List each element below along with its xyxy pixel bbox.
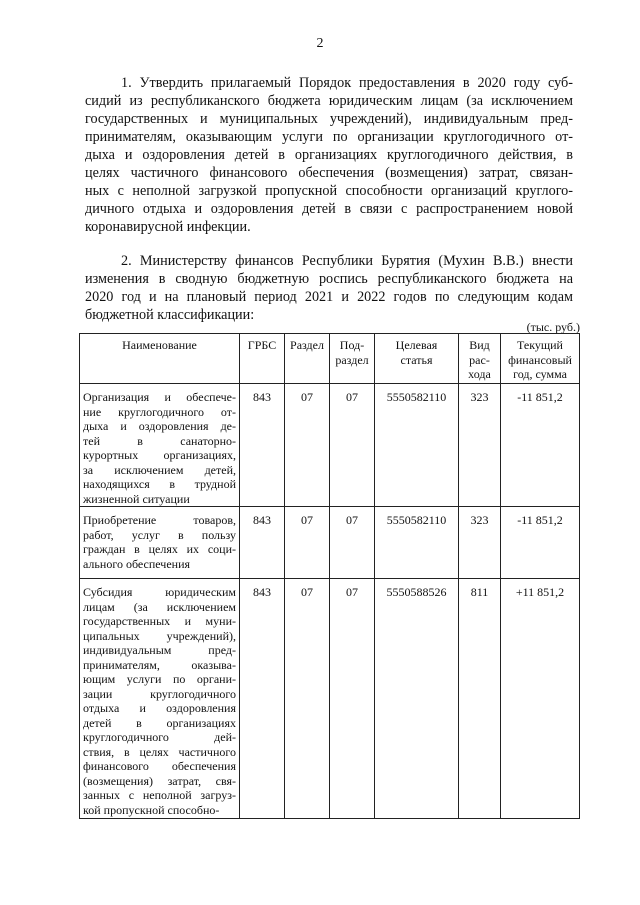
header-subsection: Под- раздел <box>330 334 375 384</box>
cell-section: 07 <box>285 507 330 579</box>
cell-amount: -11 851,2 <box>501 507 580 579</box>
cell-amount: -11 851,2 <box>501 384 580 507</box>
paragraph-line: 2020 год и на плановый период 2021 и 2022 годов по следующим кодам <box>85 289 573 305</box>
paragraph-line: дичного отдыха и оздоровления детей в связи с распространением новой <box>85 201 573 217</box>
budget-classification-table <box>79 333 580 819</box>
cell-type: 323 <box>459 384 501 507</box>
table-row <box>80 384 580 507</box>
cell-type: 811 <box>459 579 501 819</box>
paragraph-line: 1. Утвердить прилагаемый Порядок предоставления в 2020 году суб- <box>121 75 573 91</box>
table-row <box>80 579 580 819</box>
table-row <box>80 507 580 579</box>
cell-grbs: 843 <box>240 507 285 579</box>
cell-section: 07 <box>285 384 330 507</box>
cell-name: Субсидия юридическим лицам (за исключением государственных и муни- ципальных учреждений), индивидуальным пред- принимателям, оказыва- ющим услуги по органи- зации круглогодичного отдыха и оздоровления детей в организациях круглогодичного дей- ствия, в целях частичного финансового обеспечения (возмещения) затрат, свя- занных с неполной загруз- кой пропускной способно- <box>80 579 240 819</box>
cell-section: 07 <box>285 579 330 819</box>
paragraph-line: коронавирусной инфекции. <box>85 219 251 235</box>
cell-name: Организация и обеспече- ние круглогодичного от- дыха и оздоровления де- тей в санаторно- курортных организациях, за исключением детей, находящихся в трудной жизненной ситуации <box>80 384 240 507</box>
cell-grbs: 843 <box>240 384 285 507</box>
paragraph-line: принимателям, оказывающим услуги по организации круглогодичного от- <box>85 129 573 145</box>
cell-amount: +11 851,2 <box>501 579 580 819</box>
cell-target: 5550588526 <box>375 579 459 819</box>
cell-name: Приобретение товаров, работ, услуг в пользу граждан в целях их соци- ального обеспечения <box>80 507 240 579</box>
paragraph-line: сидий из республиканского бюджета юридическим лицам (за исключением <box>85 93 573 109</box>
page-number: 2 <box>316 36 324 51</box>
cell-subsection: 07 <box>330 384 375 507</box>
table-header-row <box>80 334 580 384</box>
header-target: Целевая статья <box>375 334 459 384</box>
paragraph-line: изменения в сводную бюджетную роспись республиканского бюджета на <box>85 271 573 287</box>
cell-target: 5550582110 <box>375 507 459 579</box>
header-grbs: ГРБС <box>240 334 285 384</box>
paragraph-line: бюджетной классификации: <box>85 307 255 323</box>
cell-target: 5550582110 <box>375 384 459 507</box>
paragraph-ministry-finance <box>85 252 573 324</box>
units-label: (тыс. руб.) <box>526 320 580 334</box>
cell-subsection: 07 <box>330 507 375 579</box>
paragraph-line: ных с неполной загрузкой пропускной способности организаций круглого- <box>85 183 573 199</box>
paragraph-approve-procedure <box>85 74 573 236</box>
paragraph-line: целях частичного финансового обеспечения (возмещения) затрат, связан- <box>85 165 573 181</box>
cell-grbs: 843 <box>240 579 285 819</box>
paragraph-line: дыха и оздоровления детей в организациях круглогодичного действия, в <box>85 147 573 163</box>
paragraph-line: 2. Министерству финансов Республики Бурятия (Мухин В.В.) внести <box>121 253 573 269</box>
cell-subsection: 07 <box>330 579 375 819</box>
header-name: Наименование <box>80 334 240 384</box>
header-section: Раздел <box>285 334 330 384</box>
cell-type: 323 <box>459 507 501 579</box>
paragraph-line: государственных и муниципальных учреждений), индивидуальным пред- <box>85 111 573 127</box>
header-type: Вид рас- хода <box>459 334 501 384</box>
header-amount: Текущий финансовый год, сумма <box>501 334 580 384</box>
